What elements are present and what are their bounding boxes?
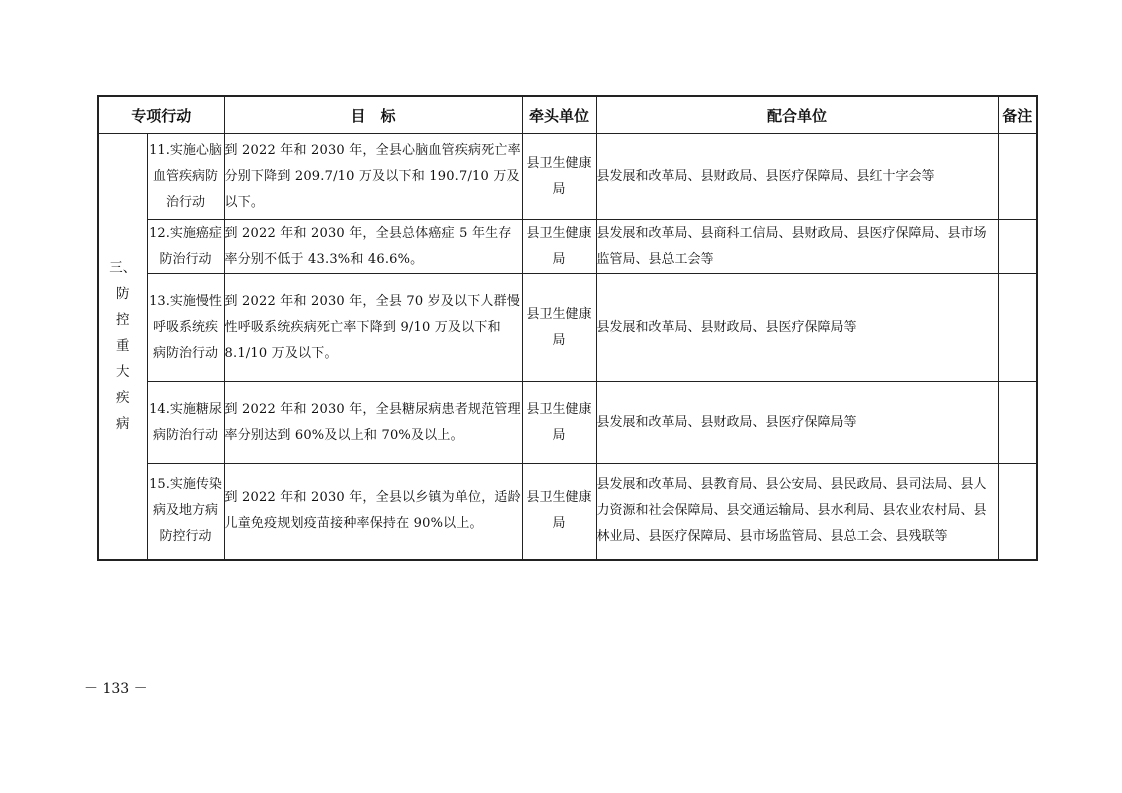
cooperating-units-cell: 县发展和改革局、县财政局、县医疗保障局等	[596, 382, 998, 464]
lead-unit-cell: 县卫生健康局	[522, 464, 596, 560]
table-row	[98, 220, 1037, 274]
table-row	[98, 382, 1037, 464]
action-cell: 14.实施糖尿病防治行动	[147, 382, 224, 464]
goal-cell: 到 2022 年和 2030 年，全县以乡镇为单位，适龄儿童免疫规划疫苗接种率保持在 90%以上。	[224, 464, 522, 560]
category-char: 病	[116, 416, 130, 433]
cooperating-units-cell: 县发展和改革局、县商科工信局、县财政局、县医疗保障局、县市场监管局、县总工会等	[596, 220, 998, 274]
category-char: 重	[116, 338, 130, 355]
note-cell	[998, 220, 1037, 274]
category-char: 大	[116, 364, 130, 381]
page-number: － 133 －	[84, 681, 148, 697]
table-row	[98, 134, 1037, 220]
table-header-row	[98, 96, 1037, 134]
category-char: 疾	[116, 390, 130, 407]
category-char: 防	[116, 286, 130, 303]
category-char: 三、	[109, 260, 137, 277]
lead-unit-cell: 县卫生健康局	[522, 382, 596, 464]
goal-cell: 到 2022 年和 2030 年，全县 70 岁及以下人群慢性呼吸系统疾病死亡率下降到 9/10 万及以下和8.1/10 万及以下。	[224, 274, 522, 382]
cooperating-units-cell: 县发展和改革局、县财政局、县医疗保障局、县红十字会等	[596, 134, 998, 220]
goal-cell: 到 2022 年和 2030 年，全县心脑血管疾病死亡率分别下降到 209.7/10 万及以下和 190.7/10 万及以下。	[224, 134, 522, 220]
goal-cell: 到 2022 年和 2030 年，全县糖尿病患者规范管理率分别达到 60%及以上和 70%及以上。	[224, 382, 522, 464]
action-plan-table	[97, 95, 1038, 561]
category-char: 控	[116, 312, 130, 329]
action-cell: 15.实施传染病及地方病防控行动	[147, 464, 224, 560]
action-cell: 12.实施癌症防治行动	[147, 220, 224, 274]
note-cell	[998, 134, 1037, 220]
table-row	[98, 464, 1037, 560]
header-note: 备注	[998, 96, 1037, 134]
cooperating-units-cell: 县发展和改革局、县财政局、县医疗保障局等	[596, 274, 998, 382]
cooperating-units-cell: 县发展和改革局、县教育局、县公安局、县民政局、县司法局、县人力资源和社会保障局、县交通运输局、县水利局、县农业农村局、县林业局、县医疗保障局、县市场监管局、县总工会、县残联等	[596, 464, 998, 560]
action-cell: 11.实施心脑血管疾病防治行动	[147, 134, 224, 220]
action-cell: 13.实施慢性呼吸系统疾病防治行动	[147, 274, 224, 382]
header-lead-unit: 牵头单位	[522, 96, 596, 134]
lead-unit-cell: 县卫生健康局	[522, 134, 596, 220]
lead-unit-cell: 县卫生健康局	[522, 274, 596, 382]
lead-unit-cell: 县卫生健康局	[522, 220, 596, 274]
table-row	[98, 274, 1037, 382]
note-cell	[998, 464, 1037, 560]
header-goal: 目 标	[224, 96, 522, 134]
goal-cell: 到 2022 年和 2030 年，全县总体癌症 5 年生存率分别不低于 43.3%和 46.6%。	[224, 220, 522, 274]
category-cell	[98, 134, 147, 560]
note-cell	[998, 274, 1037, 382]
header-action: 专项行动	[98, 96, 224, 134]
header-cooperating-units: 配合单位	[596, 96, 998, 134]
note-cell	[998, 382, 1037, 464]
